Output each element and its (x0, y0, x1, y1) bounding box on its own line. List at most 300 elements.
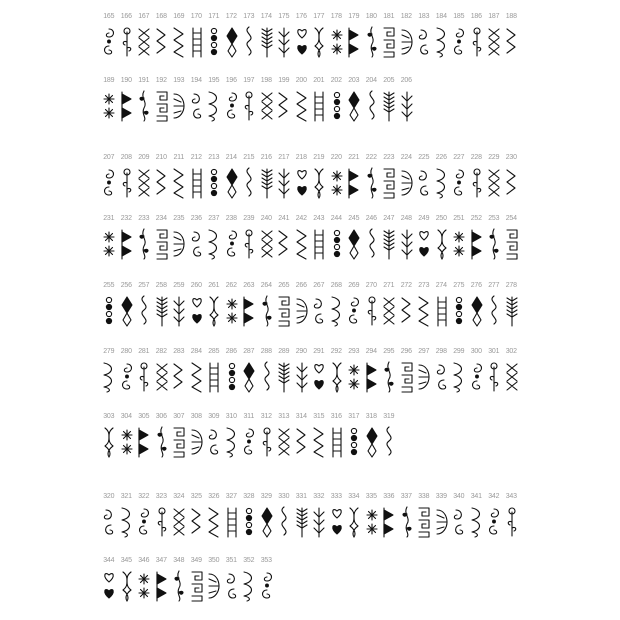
pattern-number: 340 (453, 493, 465, 500)
pattern-number: 166 (120, 13, 132, 20)
pattern-number: 212 (190, 154, 202, 161)
stitch-pattern-icon (328, 167, 346, 199)
pattern-number: 179 (348, 13, 360, 20)
stitch-pattern-icon (415, 228, 433, 260)
pattern-number: 351 (225, 557, 237, 564)
stitch-pattern-icon (275, 167, 293, 199)
stitch-pattern-icon (240, 295, 258, 327)
stitch-pattern-icon (240, 167, 258, 199)
stitch-pattern-icon (363, 167, 381, 199)
stitch-pattern-icon (188, 295, 206, 327)
pattern-number: 240 (260, 215, 272, 222)
stitch-pattern-icon (240, 228, 258, 260)
pattern-number: 267 (313, 282, 325, 289)
stitch-pattern-icon (240, 361, 258, 393)
stitch-pattern-icon (223, 90, 241, 122)
stitch-pattern-icon (205, 361, 223, 393)
pattern-number: 182 (400, 13, 412, 20)
pattern-number: 335 (365, 493, 377, 500)
pattern-number: 301 (488, 348, 500, 355)
stitch-pattern-icon (188, 426, 206, 458)
pattern-number: 236 (190, 215, 202, 222)
pattern-number: 183 (418, 13, 430, 20)
stitch-pattern-icon (328, 426, 346, 458)
pattern-number: 297 (418, 348, 430, 355)
pattern-number: 181 (383, 13, 395, 20)
pattern-number: 218 (295, 154, 307, 161)
pattern-number: 323 (155, 493, 167, 500)
pattern-number: 214 (225, 154, 237, 161)
pattern-number: 172 (225, 13, 237, 20)
stitch-pattern-icon (205, 26, 223, 58)
pattern-number: 197 (243, 77, 255, 84)
pattern-number: 287 (243, 348, 255, 355)
stitch-pattern-icon (275, 506, 293, 538)
pattern-number: 296 (400, 348, 412, 355)
stitch-pattern-icon (240, 90, 258, 122)
stitch-pattern-icon (328, 295, 346, 327)
stitch-pattern-icon (450, 295, 468, 327)
stitch-pattern-icon (345, 506, 363, 538)
stitch-pattern-icon (205, 90, 223, 122)
stitch-pattern-icon (223, 295, 241, 327)
stitch-pattern-icon (380, 228, 398, 260)
pattern-number: 266 (295, 282, 307, 289)
stitch-pattern-icon (170, 295, 188, 327)
pattern-number: 180 (365, 13, 377, 20)
stitch-pattern-icon (468, 228, 486, 260)
stitch-pattern-icon (345, 426, 363, 458)
stitch-pattern-icon (380, 506, 398, 538)
stitch-pattern-icon (135, 228, 153, 260)
pattern-number: 193 (173, 77, 185, 84)
stitch-pattern-icon (258, 167, 276, 199)
pattern-number: 255 (103, 282, 115, 289)
pattern-number: 299 (453, 348, 465, 355)
pattern-number: 202 (330, 77, 342, 84)
stitch-pattern-icon (258, 228, 276, 260)
pattern-number: 217 (278, 154, 290, 161)
stitch-pattern-icon (223, 228, 241, 260)
stitch-pattern-icon (135, 361, 153, 393)
pattern-number: 250 (435, 215, 447, 222)
pattern-number: 208 (120, 154, 132, 161)
stitch-pattern-icon (310, 167, 328, 199)
stitch-pattern-icon (363, 506, 381, 538)
pattern-number: 320 (103, 493, 115, 500)
stitch-pattern-icon (380, 26, 398, 58)
stitch-pattern-icon (240, 426, 258, 458)
stitch-pattern-icon (450, 506, 468, 538)
pattern-number: 317 (348, 413, 360, 420)
stitch-pattern-icon (450, 26, 468, 58)
stitch-pattern-icon (153, 228, 171, 260)
pattern-number: 173 (243, 13, 255, 20)
pattern-number: 242 (295, 215, 307, 222)
stitch-pattern-icon (485, 26, 503, 58)
stitch-pattern-icon (100, 295, 118, 327)
stitch-pattern-icon (415, 26, 433, 58)
stitch-pattern-icon (433, 228, 451, 260)
stitch-pattern-icon (118, 295, 136, 327)
pattern-number: 293 (348, 348, 360, 355)
pattern-number: 348 (173, 557, 185, 564)
pattern-number: 196 (225, 77, 237, 84)
stitch-pattern-icon (205, 228, 223, 260)
stitch-pattern-icon (188, 570, 206, 602)
pattern-number: 237 (208, 215, 220, 222)
pattern-number: 285 (208, 348, 220, 355)
stitch-pattern-icon (118, 426, 136, 458)
pattern-number: 278 (505, 282, 517, 289)
stitch-pattern-icon (503, 361, 521, 393)
stitch-pattern-icon (170, 570, 188, 602)
stitch-pattern-icon (135, 26, 153, 58)
stitch-pattern-icon (275, 426, 293, 458)
pattern-number: 248 (400, 215, 412, 222)
stitch-pattern-icon (170, 167, 188, 199)
stitch-pattern-icon (380, 167, 398, 199)
pattern-number: 322 (138, 493, 150, 500)
stitch-pattern-icon (398, 506, 416, 538)
pattern-number: 316 (330, 413, 342, 420)
stitch-pattern-icon (240, 570, 258, 602)
pattern-number: 304 (120, 413, 132, 420)
pattern-number: 211 (173, 154, 185, 161)
pattern-number: 300 (470, 348, 482, 355)
pattern-number: 262 (225, 282, 237, 289)
stitch-pattern-icon (188, 361, 206, 393)
pattern-number: 238 (225, 215, 237, 222)
stitch-pattern-icon (310, 295, 328, 327)
stitch-pattern-icon (100, 506, 118, 538)
pattern-number: 176 (295, 13, 307, 20)
pattern-number: 210 (155, 154, 167, 161)
stitch-pattern-icon (223, 506, 241, 538)
pattern-number: 288 (260, 348, 272, 355)
stitch-pattern-icon (135, 295, 153, 327)
pattern-number: 264 (260, 282, 272, 289)
pattern-number: 261 (208, 282, 220, 289)
pattern-number: 167 (138, 13, 150, 20)
pattern-number: 321 (120, 493, 132, 500)
pattern-number: 260 (190, 282, 202, 289)
stitch-pattern-icon (328, 506, 346, 538)
pattern-number: 273 (418, 282, 430, 289)
stitch-pattern-icon (223, 26, 241, 58)
pattern-number: 310 (225, 413, 237, 420)
pattern-number: 352 (243, 557, 255, 564)
pattern-number: 289 (278, 348, 290, 355)
stitch-pattern-icon (415, 295, 433, 327)
stitch-pattern-icon (485, 228, 503, 260)
pattern-number: 265 (278, 282, 290, 289)
pattern-number: 272 (400, 282, 412, 289)
stitch-pattern-icon (363, 90, 381, 122)
pattern-number: 244 (330, 215, 342, 222)
pattern-number: 305 (138, 413, 150, 420)
stitch-pattern-icon (135, 506, 153, 538)
stitch-pattern-icon (135, 167, 153, 199)
stitch-pattern-icon (345, 167, 363, 199)
pattern-number: 249 (418, 215, 430, 222)
pattern-number: 220 (330, 154, 342, 161)
pattern-number: 274 (435, 282, 447, 289)
pattern-number: 169 (173, 13, 185, 20)
pattern-number: 344 (103, 557, 115, 564)
pattern-number: 229 (488, 154, 500, 161)
stitch-pattern-icon (118, 90, 136, 122)
stitch-pattern-icon (205, 506, 223, 538)
pattern-number: 333 (330, 493, 342, 500)
pattern-number: 256 (120, 282, 132, 289)
pattern-number: 185 (453, 13, 465, 20)
pattern-number: 309 (208, 413, 220, 420)
stitch-pattern-icon (363, 228, 381, 260)
stitch-pattern-icon (293, 506, 311, 538)
stitch-pattern-icon (503, 167, 521, 199)
pattern-number: 254 (505, 215, 517, 222)
pattern-number: 239 (243, 215, 255, 222)
stitch-pattern-icon (118, 26, 136, 58)
pattern-number: 252 (470, 215, 482, 222)
pattern-number: 326 (208, 493, 220, 500)
stitch-pattern-icon (310, 90, 328, 122)
pattern-number: 286 (225, 348, 237, 355)
stitch-pattern-icon (415, 167, 433, 199)
stitch-pattern-icon (293, 361, 311, 393)
pattern-number: 315 (313, 413, 325, 420)
stitch-pattern-icon (100, 90, 118, 122)
pattern-number: 269 (348, 282, 360, 289)
stitch-pattern-icon (223, 361, 241, 393)
pattern-number: 324 (173, 493, 185, 500)
pattern-number: 350 (208, 557, 220, 564)
pattern-number: 232 (120, 215, 132, 222)
stitch-pattern-icon (205, 167, 223, 199)
stitch-pattern-icon (135, 570, 153, 602)
stitch-pattern-icon (328, 90, 346, 122)
stitch-pattern-icon (345, 228, 363, 260)
stitch-pattern-icon (170, 26, 188, 58)
pattern-number: 329 (260, 493, 272, 500)
pattern-number: 306 (155, 413, 167, 420)
pattern-number: 346 (138, 557, 150, 564)
pattern-number: 257 (138, 282, 150, 289)
pattern-number: 347 (155, 557, 167, 564)
pattern-number: 230 (505, 154, 517, 161)
pattern-number: 281 (138, 348, 150, 355)
stitch-pattern-icon (328, 228, 346, 260)
stitch-pattern-icon (503, 506, 521, 538)
pattern-number: 191 (138, 77, 150, 84)
pattern-number: 206 (400, 77, 412, 84)
stitch-pattern-icon (170, 228, 188, 260)
stitch-pattern-icon (100, 26, 118, 58)
pattern-number: 341 (470, 493, 482, 500)
pattern-number: 227 (453, 154, 465, 161)
pattern-number: 233 (138, 215, 150, 222)
pattern-number: 271 (383, 282, 395, 289)
pattern-number: 345 (120, 557, 132, 564)
stitch-pattern-icon (345, 295, 363, 327)
stitch-pattern-icon (223, 167, 241, 199)
pattern-number: 343 (505, 493, 517, 500)
pattern-number: 314 (295, 413, 307, 420)
pattern-number: 203 (348, 77, 360, 84)
stitch-pattern-icon (100, 228, 118, 260)
pattern-number: 258 (155, 282, 167, 289)
pattern-number: 295 (383, 348, 395, 355)
stitch-pattern-icon (275, 295, 293, 327)
pattern-number: 190 (120, 77, 132, 84)
stitch-pattern-icon (363, 361, 381, 393)
pattern-number: 205 (383, 77, 395, 84)
pattern-number: 207 (103, 154, 115, 161)
pattern-number: 247 (383, 215, 395, 222)
stitch-pattern-icon (503, 295, 521, 327)
pattern-number: 222 (365, 154, 377, 161)
stitch-pattern-icon (135, 90, 153, 122)
stitch-pattern-icon (380, 90, 398, 122)
stitch-pattern-icon (188, 90, 206, 122)
stitch-pattern-icon (258, 426, 276, 458)
pattern-number: 291 (313, 348, 325, 355)
stitch-pattern-icon (415, 361, 433, 393)
stitch-pattern-icon (485, 506, 503, 538)
pattern-number: 184 (435, 13, 447, 20)
stitch-pattern-icon (468, 167, 486, 199)
stitch-pattern-icon (100, 570, 118, 602)
pattern-number: 290 (295, 348, 307, 355)
stitch-pattern-icon (118, 167, 136, 199)
pattern-number: 223 (383, 154, 395, 161)
stitch-pattern-icon (293, 90, 311, 122)
pattern-number: 268 (330, 282, 342, 289)
stitch-pattern-icon (503, 228, 521, 260)
stitch-pattern-icon (188, 506, 206, 538)
stitch-pattern-icon (100, 167, 118, 199)
pattern-number: 280 (120, 348, 132, 355)
pattern-number: 263 (243, 282, 255, 289)
stitch-pattern-icon (450, 228, 468, 260)
pattern-number: 270 (365, 282, 377, 289)
pattern-number: 277 (488, 282, 500, 289)
stitch-pattern-icon (258, 506, 276, 538)
pattern-number: 311 (243, 413, 255, 420)
pattern-number: 307 (173, 413, 185, 420)
pattern-number: 216 (260, 154, 272, 161)
pattern-number: 253 (488, 215, 500, 222)
stitch-pattern-icon (275, 361, 293, 393)
pattern-number: 171 (208, 13, 220, 20)
pattern-number: 174 (260, 13, 272, 20)
stitch-pattern-icon (398, 361, 416, 393)
pattern-number: 294 (365, 348, 377, 355)
pattern-number: 303 (103, 413, 115, 420)
pattern-number: 328 (243, 493, 255, 500)
stitch-pattern-icon (258, 570, 276, 602)
stitch-pattern-icon (188, 228, 206, 260)
pattern-number: 200 (295, 77, 307, 84)
stitch-pattern-icon (485, 361, 503, 393)
stitch-pattern-icon (205, 426, 223, 458)
stitch-pattern-icon (170, 90, 188, 122)
pattern-number: 213 (208, 154, 220, 161)
stitch-pattern-icon (310, 228, 328, 260)
stitch-pattern-icon (310, 426, 328, 458)
pattern-number: 325 (190, 493, 202, 500)
stitch-pattern-icon (485, 167, 503, 199)
stitch-pattern-icon (450, 361, 468, 393)
pattern-number: 219 (313, 154, 325, 161)
pattern-number: 332 (313, 493, 325, 500)
pattern-number: 251 (453, 215, 465, 222)
stitch-pattern-icon (153, 361, 171, 393)
stitch-pattern-icon (293, 26, 311, 58)
stitch-pattern-icon (328, 26, 346, 58)
stitch-pattern-icon (433, 26, 451, 58)
pattern-number: 226 (435, 154, 447, 161)
stitch-pattern-icon (170, 426, 188, 458)
pattern-number: 245 (348, 215, 360, 222)
stitch-pattern-icon (153, 506, 171, 538)
pattern-number: 234 (155, 215, 167, 222)
stitch-pattern-icon (258, 361, 276, 393)
stitch-pattern-icon (415, 506, 433, 538)
pattern-number: 204 (365, 77, 377, 84)
pattern-number: 298 (435, 348, 447, 355)
pattern-number: 330 (278, 493, 290, 500)
stitch-pattern-icon (380, 361, 398, 393)
pattern-number: 231 (103, 215, 115, 222)
stitch-pattern-icon (258, 90, 276, 122)
pattern-number: 186 (470, 13, 482, 20)
stitch-pattern-icon (188, 26, 206, 58)
pattern-number: 187 (488, 13, 500, 20)
stitch-pattern-icon (380, 295, 398, 327)
pattern-number: 188 (505, 13, 517, 20)
stitch-pattern-icon (433, 361, 451, 393)
stitch-pattern-icon (223, 426, 241, 458)
pattern-number: 275 (453, 282, 465, 289)
pattern-number: 201 (313, 77, 325, 84)
pattern-number: 224 (400, 154, 412, 161)
pattern-number: 318 (365, 413, 377, 420)
stitch-pattern-icon (363, 26, 381, 58)
stitch-pattern-icon (100, 361, 118, 393)
pattern-number: 308 (190, 413, 202, 420)
pattern-number: 282 (155, 348, 167, 355)
pattern-number: 259 (173, 282, 185, 289)
stitch-pattern-icon (118, 228, 136, 260)
stitch-pattern-icon (135, 426, 153, 458)
stitch-pattern-icon (468, 506, 486, 538)
pattern-number: 327 (225, 493, 237, 500)
pattern-number: 246 (365, 215, 377, 222)
stitch-pattern-icon (293, 228, 311, 260)
stitch-pattern-icon (205, 570, 223, 602)
stitch-pattern-icon (153, 26, 171, 58)
stitch-pattern-icon (328, 361, 346, 393)
stitch-pattern-icon (398, 228, 416, 260)
pattern-number: 209 (138, 154, 150, 161)
pattern-number: 175 (278, 13, 290, 20)
stitch-pattern-icon (380, 426, 398, 458)
pattern-number: 338 (418, 493, 430, 500)
pattern-number: 353 (260, 557, 272, 564)
stitch-pattern-icon (118, 570, 136, 602)
